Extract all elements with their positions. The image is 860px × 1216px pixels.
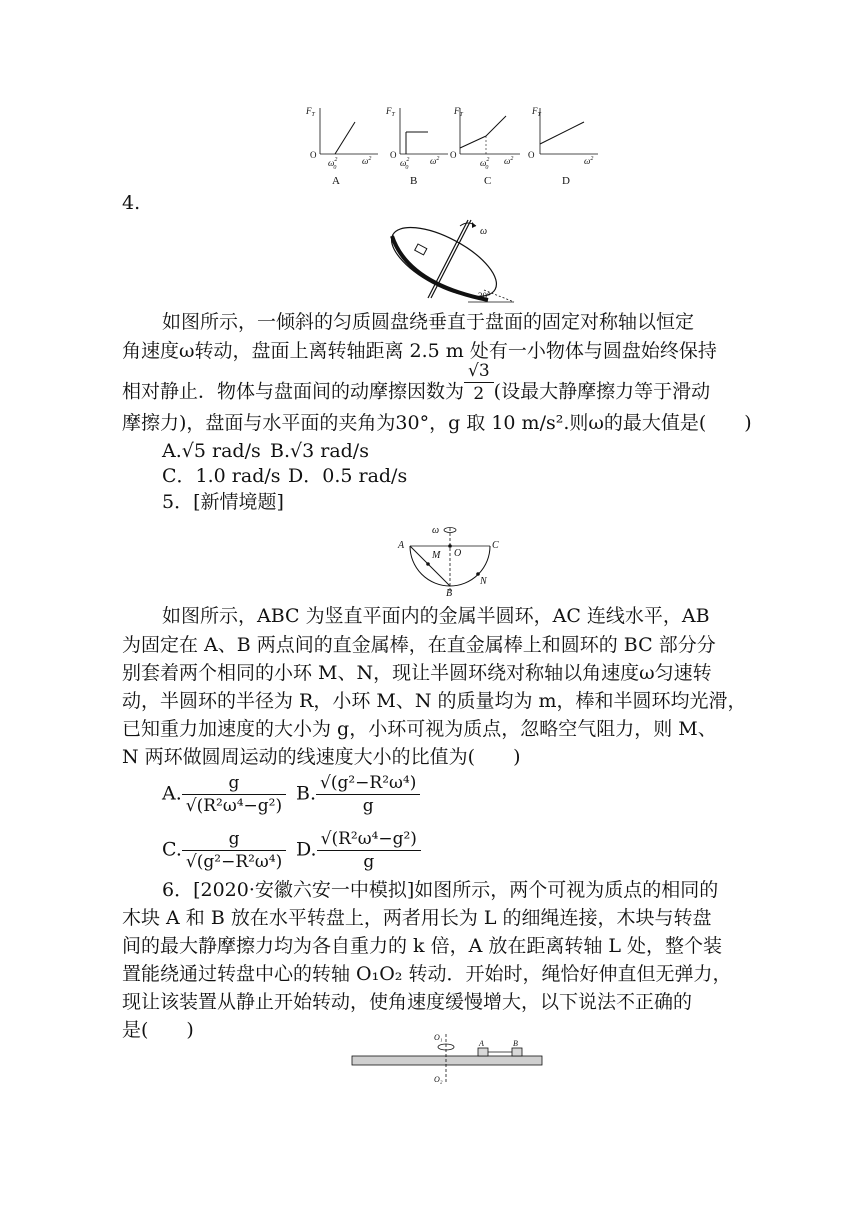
turntable-o2: O₂ [434, 1075, 443, 1084]
disk-angle-label: 30° [478, 291, 491, 301]
graph-c [460, 108, 520, 154]
semicircle-m: M [432, 550, 441, 561]
graph-b-w0: $\omega^2$ 0 [400, 157, 410, 171]
mu-denominator: 2 [473, 384, 485, 404]
q4-line-3 [122, 361, 711, 405]
semicircle-n: N [480, 576, 487, 587]
q5-option-d-frac [317, 828, 421, 873]
semicircle-a: A [398, 540, 405, 551]
q5-option-b-frac [316, 772, 420, 817]
q6-line-3: 间的最大静摩擦力均为各自重力的 k 倍，A 放在距离转轴 L 处，整个装 [122, 935, 723, 957]
graph-b-origin: O [390, 150, 397, 160]
q5-option-b-label: B. [296, 782, 317, 805]
graph-label-a: A [332, 175, 340, 187]
disk-omega-label: ω [480, 226, 488, 237]
q6-line-1: 6．[2020·安徽六安一中模拟]如图所示，两个可视为质点的相同的 [162, 879, 719, 901]
semicircle-omega: ω [432, 525, 440, 536]
q4-line-3-tail: (设最大静摩擦力等于滑动 [493, 380, 711, 403]
turntable-figure [350, 1030, 546, 1088]
graph-c-fy: $F_T$ [454, 106, 463, 118]
q4-number: 4. [122, 192, 141, 214]
semicircle-c: C [492, 540, 499, 551]
q5-line-1: 如图所示，ABC 为竖直平面内的金属半圆环，AC 连线水平，AB [162, 605, 710, 627]
semicircle-b: B [446, 588, 453, 596]
graph-b-x: $\omega^2$ [430, 156, 440, 166]
graph-a-fy: $F_T$ [306, 106, 315, 118]
q5-option-a-num: g [182, 772, 286, 795]
q5-option-b[interactable] [296, 772, 420, 817]
q5-line-2: 为固定在 A、B 两点间的直金属棒，在直金属棒上和圆环的 BC 部分分 [122, 634, 716, 656]
graph-label-d: D [562, 175, 570, 187]
q6-line-6: 是( ) [122, 1019, 194, 1041]
mu-numerator: √3 [464, 360, 494, 383]
q5-option-d-den: g [363, 852, 375, 872]
q5-option-b-den: g [362, 796, 374, 816]
q4-option-a[interactable]: A.√5 rad/s [162, 440, 261, 462]
q5-line-5: 已知重力加速度的大小为 g，小环可视为质点，忽略空气阻力，则 M、 [122, 718, 717, 740]
graph-a-w0: $\omega^2$ 0 [328, 157, 338, 171]
q5-line-4: 动，半圆环的半径为 R，小环 M、N 的质量均为 m，棒和半圆环均光滑， [122, 690, 747, 712]
q4-option-b[interactable]: B.√3 rad/s [270, 440, 369, 462]
tilted-disk-figure [368, 214, 518, 306]
q5-option-b-num: √(g²−R²ω⁴) [316, 772, 420, 795]
graph-label-c: C [484, 175, 492, 187]
q5-option-a[interactable] [162, 772, 286, 817]
q5-line-6: N 两环做圆周运动的线速度大小的比值为( ) [122, 746, 521, 768]
q6-line-5: 现让该装置从静止开始转动，使角速度缓慢增大，以下说法不正确的 [122, 991, 693, 1013]
q4-line-1: 如图所示，一倾斜的匀质圆盘绕垂直于盘面的固定对称轴以恒定 [162, 311, 695, 333]
graph-c-origin: O [450, 150, 457, 160]
graph-d-origin: O [528, 150, 535, 160]
graph-c-x: $\omega^2$ [504, 156, 514, 166]
graph-a-x: $\omega^2$ [362, 156, 372, 166]
q5-option-c-num: g [182, 828, 286, 851]
semicircle-figure [396, 524, 508, 596]
turntable-o1: O₁ [434, 1033, 443, 1042]
semicircle-o: O [454, 548, 462, 559]
graph-label-b: B [410, 175, 418, 187]
q5-line-3: 别套着两个相同的小环 M、N，现让半圆环绕对称轴以角速度ω匀速转 [122, 662, 712, 684]
q5-option-c[interactable] [162, 828, 286, 873]
turntable-a: A [479, 1039, 484, 1048]
ft-omega-graphs [300, 100, 610, 190]
q4-option-d[interactable]: D．0.5 rad/s [288, 465, 408, 487]
q4-line-2: 角速度ω转动，盘面上离转轴距离 2.5 m 处有一小物体与圆盘始终保持 [122, 340, 717, 362]
q5-option-c-den: √(g²−R²ω⁴) [185, 852, 283, 872]
graph-a [320, 108, 378, 154]
graph-d [540, 108, 598, 154]
q5-option-d[interactable] [296, 828, 421, 873]
q5-option-c-frac [182, 828, 286, 873]
q5-option-c-label: C. [162, 838, 182, 861]
mu-fraction [464, 360, 494, 405]
q5-option-a-frac [182, 772, 286, 817]
q6-line-4: 置能绕通过转盘中心的转轴 O₁O₂ 转动．开始时，绳恰好伸直但无弹力， [122, 963, 732, 985]
turntable-b: B [513, 1039, 518, 1048]
q4-option-c[interactable]: C．1.0 rad/s [162, 465, 281, 487]
q5-option-d-label: D. [296, 838, 317, 861]
q5-option-a-label: A. [162, 782, 182, 805]
q5-number: 5．[新情境题] [162, 491, 284, 513]
q5-option-a-den: √(R²ω⁴−g²) [185, 796, 283, 816]
graph-a-origin: O [310, 150, 317, 160]
q6-line-2: 木块 A 和 B 放在水平转盘上，两者用长为 L 的细绳连接，木块与转盘 [122, 907, 712, 929]
graph-d-x: $\omega^2$ [584, 156, 594, 166]
graph-c-w0: $\omega^2$ 0 [480, 157, 490, 171]
q5-option-d-num: √(R²ω⁴−g²) [317, 828, 421, 851]
graph-b-fy: $F_T$ [386, 106, 395, 118]
graph-b [400, 108, 448, 154]
graph-d-fy: $F_T$ [532, 106, 541, 118]
q4-line-3-text: 相对静止．物体与盘面间的动摩擦因数为 [122, 380, 465, 403]
q4-line-4: 摩擦力)，盘面与水平面的夹角为30°，g 取 10 m/s².则ω的最大值是( ) [122, 412, 752, 434]
